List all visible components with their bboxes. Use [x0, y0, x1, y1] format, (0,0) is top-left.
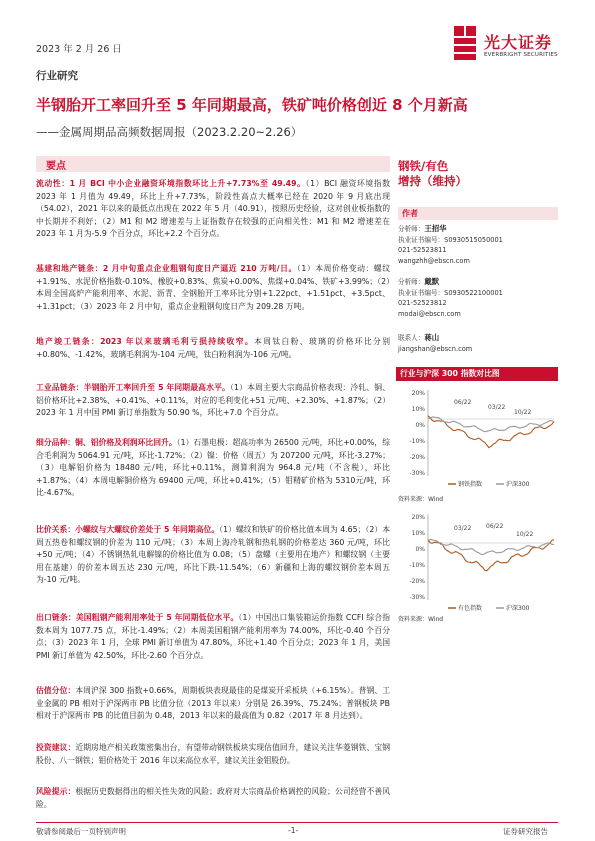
y-tick-label: -10%	[409, 438, 425, 445]
report-date: 2023 年 2 月 26 日	[36, 44, 122, 55]
legend-industry: 有色指数	[458, 605, 483, 612]
legend-industry: 钢铁指数	[458, 481, 483, 488]
analyst-phone: 021-52523811	[398, 246, 447, 254]
analyst-name: 戴默	[424, 277, 440, 286]
x-tick-label: 03/22	[454, 525, 472, 532]
y-tick-label: 0%	[415, 422, 425, 429]
logo-name: 光大证券	[484, 33, 553, 52]
contact-email: jiangshan@ebscn.com	[398, 344, 473, 353]
analyst-block	[398, 224, 558, 266]
x-tick-label: 06/22	[454, 399, 472, 406]
industry-rating	[398, 159, 467, 189]
contact-block	[398, 333, 558, 354]
analyst-role: 分析师：	[398, 278, 425, 286]
chart1-source: 资料来源：Wind	[398, 496, 444, 503]
paragraph-export: 出口链条：美国粗钢产能利用率处于 5 年同期低位水平。（1）中国出口集装箱运价指数 CCFI 综合指数本周为 1077.75 点，环比-1.49%；（2）本周美国粗钢产能利用率为 74.00%，环比-0.40 个百分点；（3）2023 年 1 月，全球 PMI 新订单值为 47.80%，环比+1.40 个百分点；2023 年 1 月，美国 PMI 新订单值为 42.50%，环比-2.60 个百分点。	[36, 613, 390, 660]
paragraph-liquidity: 流动性：1 月 BCI 中小企业融资环境指数环比上升+7.73%至 49.49。（1）BCI 融资环境指数 2023 年 1 月值为 49.49，环比上升+7.73%，阶段性高点大概率已经在 2020 年 9 月底出现（54.02），2021 年以来的最低点出现在 2022 年 5 月（40.91），按照历史经验，这对创业板指数的中长期并不利好；（2）M1 和 M2 增速差与上证指数存在较强的正向相关性：M1 和 M2 增速差在 2023 年 1 月为-5.9 个百分点，环比+2.2 个百分点。	[36, 179, 391, 238]
paragraph-valuation: 估值分位：本周沪深 300 指数+0.66%，周期板块表现最佳的是煤炭开采板块（+6.15%）。普钢、工业金属的 PB 相对于沪深两市 PB 比值分位（2013 年以来）分别是 26.39%、75.24%；普钢板块 PB 相对于沪深两市 PB 的比值目前为 0.48，2013 年以来的最高值为 0.82（2017 年 8 月达到）。	[36, 686, 390, 720]
footer-divider	[36, 822, 558, 823]
y-tick-label: 10%	[411, 406, 425, 413]
paragraph-investment: 投资建议：近期房地产相关政策密集出台，有望带动钢铁板块实现估值回升，建议关注华菱钢铁、宝钢股份、八一钢铁；钼价格处于 2016 年以来高位水平，建议关注金钼股份。	[36, 743, 390, 765]
x-tick-label: 06/22	[486, 523, 504, 530]
summary-label: 要点	[46, 161, 66, 172]
logo-subtitle: EVERBRIGHT SECURITIES	[484, 52, 558, 58]
x-tick-label: 10/22	[514, 409, 532, 416]
legend-index: 沪深300	[506, 605, 530, 612]
author-label: 作者	[402, 209, 418, 218]
paragraph-infrastructure: 基建和地产链条：2 月中旬重点企业粗钢旬度日产逼近 210 万吨/日。（1）本周价格变动：螺纹+1.91%、水泥价格指数-0.10%、橡胶+0.83%、焦炭+0.00%、焦煤+0.04%、铁矿+3.99%；（2）本周全国高炉产能利用率、水泥、沥青、全钢胎开工率环比分别+1.22pct、+1.51pct、+3.5pct、+1.31pct；（3）2023 年 2 月中旬，重点企业粗钢旬度日产为 209.28 万吨。	[36, 264, 390, 311]
y-tick-label: 0%	[415, 546, 425, 553]
series-index-line	[428, 540, 554, 555]
footer-disclaimer: 敬请参阅最后一页特别声明	[36, 827, 126, 836]
footer-report-type: 证券研究报告	[503, 827, 548, 836]
y-tick-label: -20%	[409, 578, 425, 585]
report-subtitle: ——金属周期品高频数据周报（2023.2.20~2.26）	[36, 125, 303, 139]
y-tick-label: -20%	[409, 454, 425, 461]
rating-sector: 钢铁/有色	[398, 159, 449, 173]
y-tick-label: 20%	[411, 390, 425, 397]
analyst-name: 王招华	[424, 224, 447, 233]
paragraph-completion: 地产竣工链条：2023 年以来玻璃毛利亏损持续收窄。本周钛白粉、玻璃的价格环比分别+0.80%、-1.42%，玻璃毛利润为-104 元/吨，钛白粉利润为-106 元/吨。	[36, 337, 390, 359]
series-industry-line	[428, 416, 554, 448]
rating-value: 增持（维持）	[398, 174, 467, 188]
y-tick-label: -30%	[409, 470, 425, 477]
paragraph-risk: 风险提示：根据历史数据得出的相关性失效的风险；政府对大宗商品价格调控的风险；公司经营不善风险。	[36, 787, 390, 809]
nonferrous-vs-csi300-chart	[398, 508, 558, 614]
company-logo	[452, 22, 572, 74]
x-tick-label: 10/22	[516, 531, 534, 538]
analyst-role: 分析师：	[398, 225, 425, 233]
summary-band	[36, 156, 390, 172]
paragraph-sub-varieties: 细分品种：铜、铝价格及利润环比回升。（1）石墨电极：超高功率为 26500 元/吨，环比+0.00%，综合毛利润为 5064.91 元/吨，环比-1.72%；（2）镍：价格（周五）为 207200 元/吨，环比-3.27%；（3）电解铝价格为 18480 元/吨，环比+0.11%，测算利润为 964.8 元/吨（不含税），环比+1.87%；（4）本周电解铜价格为 69400 元/吨，环比+0.41%；（5）钼精矿价格为 5310元/吨，环比-4.67%。	[36, 438, 391, 497]
y-tick-label: 10%	[411, 530, 425, 537]
page-number: -1-	[288, 826, 299, 835]
paragraph-price-ratio: 比价关系：小螺纹与大螺纹价差处于 5 年同期高位。（1）螺纹和铁矿的价格比值本周为 4.65；（2）本周五热卷和螺纹钢的价差为 110 元/吨；（3）本周上海冷轧钢和热轧钢的价格差达 360 元/吨，环比+50 元/吨；（4）不锈钢热轧电解镍的价格比值为 0.08；（5）盘螺（主要用在地产）和螺纹钢（主要用在基建）的价差本周五达 230 元/吨，环比下跌-11.54%；（6）新疆和上海的螺纹钢价差本周五为-10 元/吨。	[36, 525, 390, 584]
analyst-cert: 执业证书编号：S0930515050001	[398, 235, 503, 244]
report-title: 半钢胎开工率回升至 5 年同期最高，铁矿吨价格创近 8 个月新高	[36, 96, 468, 114]
paragraph-industrial: 工业品链条：半钢胎开工率回升至 5 年同期最高水平。（1）本周主要大宗商品价格表现：冷轧、铜、铝价格环比+2.38%、+0.41%、+0.11%，对应的毛利变化+51 元/吨、+2.30%、+1.87%；（2）2023 年 1 月中国 PMI 新订单指数为 50.90 %，环比+7.0 个百分点。	[36, 383, 390, 417]
analyst-email: modai@ebscn.com	[398, 309, 461, 318]
analyst-email: wangzhh@ebscn.com	[398, 256, 470, 265]
report-type: 行业研究	[36, 70, 78, 82]
contact-name: 蒋山	[424, 333, 440, 342]
chart2-source: 资料来源：Wind	[398, 616, 444, 623]
analyst-phone: 021-52523812	[398, 299, 447, 307]
legend-index: 沪深300	[506, 481, 530, 488]
analyst-cert: 执业证书编号：S0930522100001	[398, 288, 503, 297]
contact-role: 联系人：	[398, 334, 425, 342]
analyst-block	[398, 277, 558, 319]
steel-vs-csi300-chart	[398, 384, 558, 490]
series-industry-line	[428, 540, 554, 571]
y-tick-label: 20%	[411, 514, 425, 521]
y-tick-label: -30%	[409, 594, 425, 601]
logo-icon	[452, 24, 480, 64]
chart-title: 行业与沪深 300 指数对比图	[400, 369, 500, 378]
author-band	[398, 207, 558, 220]
x-tick-label: 03/22	[488, 404, 506, 411]
y-tick-label: -10%	[409, 562, 425, 569]
